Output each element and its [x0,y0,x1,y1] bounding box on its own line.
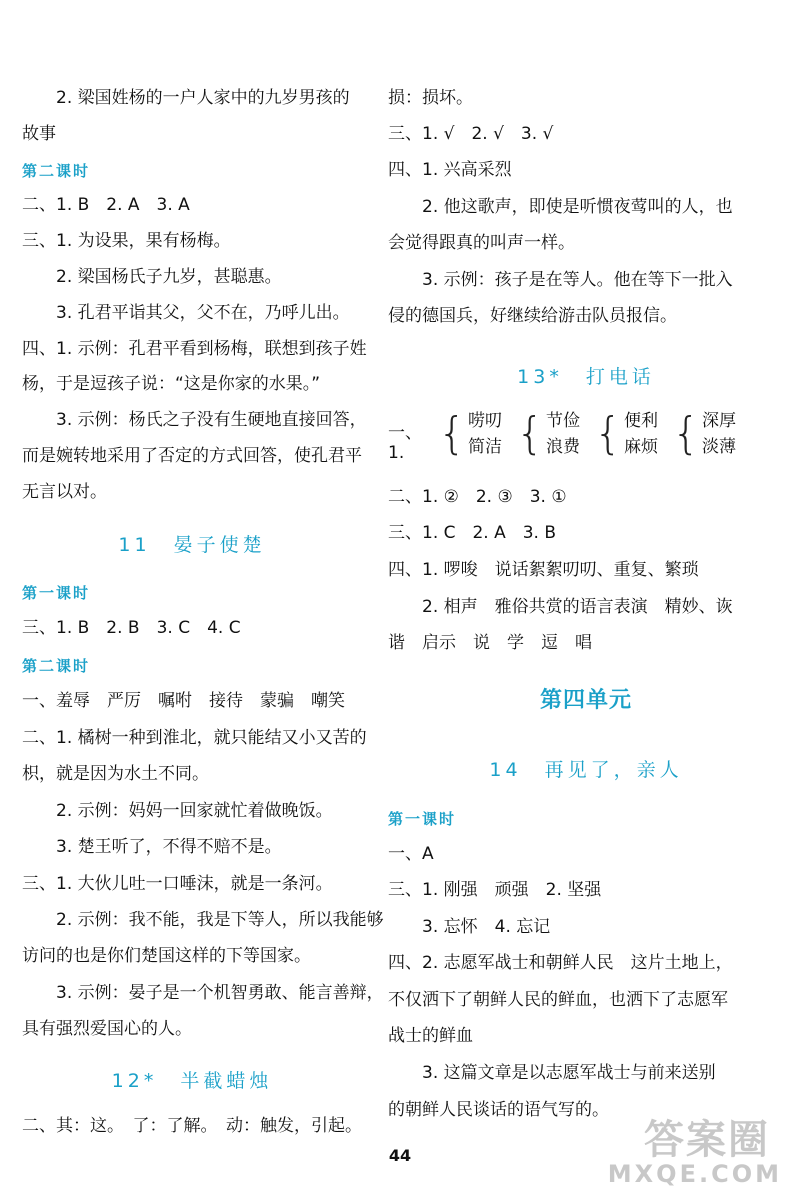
answer-line: 的朝鲜人民谈话的语气写的。 [388,1100,609,1120]
lesson-title: 13* 打电话 [517,366,655,388]
word-pair [438,406,502,462]
section-heading: 第一课时 [22,584,91,602]
answer-line: 二、其：这。 了：了解。 动：触发，引起。 [22,1116,362,1136]
section-heading: 第二课时 [22,657,91,675]
answer-line: 3. 楚王听了，不得不赔不是。 [56,837,282,857]
brace-icon: { [672,408,700,459]
word-bottom: 淡薄 [702,437,736,457]
answer-line: 3. 忘怀 4. 忘记 [422,917,551,937]
word-pair [516,406,580,462]
word-pair [672,406,736,462]
answer-line: 战士的鲜血 [388,1026,473,1046]
answer-line: 损：损坏。 [388,88,473,108]
section-heading: 第二课时 [22,162,91,180]
answer-line: 无言以对。 [22,482,107,502]
antonym-brace-grid [388,406,750,463]
answer-line: 杨，于是逗孩子说：“这是你家的水果。” [22,374,321,394]
lesson-title: 11 晏子使楚 [118,534,266,556]
page-number: 44 [388,1146,412,1165]
answer-line: 一、羞辱 严厉 嘱咐 接待 蒙骗 嘲笑 [22,691,345,711]
answer-line: 二、1. B 2. A 3. A [22,195,190,215]
answer-line: 三、1. C 2. A 3. B [388,523,557,543]
word-top: 节俭 [546,411,580,431]
answer-line: 三、1. 刚强 顽强 2. 坚强 [388,880,602,900]
answer-line: 3. 孔君平诣其父，父不在，乃呼儿出。 [56,303,350,323]
lesson-title: 14 再见了，亲人 [489,759,683,781]
answer-line: 2. 相声 雅俗共赏的语言表演 精妙、诙 [422,597,733,617]
answer-line: 二、1. ② 2. ③ 3. ① [388,487,567,507]
word-top: 深厚 [702,411,736,431]
answer-line: 谐 启示 说 学 逗 唱 [388,633,592,653]
answer-line: 3. 示例：孩子是在等人。他在等下一批入 [422,270,733,290]
word-bottom: 浪费 [546,437,580,457]
answer-line: 一、A [388,844,434,864]
watermark-text: 答案圈 [644,1117,770,1163]
answer-line: 故事 [22,124,56,144]
answer-line: 具有强烈爱国心的人。 [22,1019,192,1039]
answer-line: 而是婉转地采用了否定的方式回答，使孔君平 [22,446,362,466]
watermark-logo [607,1108,790,1192]
answer-line: 2. 梁国杨氏子九岁，甚聪惠。 [56,267,282,287]
answer-line: 2. 梁国姓杨的一户人家中的九岁男孩的 [56,88,350,108]
brace-icon: { [594,408,622,459]
answer-line: 三、1. 大伙儿吐一口唾沫，就是一条河。 [22,874,333,894]
answer-line: 2. 示例：我不能，我是下等人，所以我能够 [56,910,384,930]
word-bottom: 简洁 [468,437,502,457]
unit-title: 第四单元 [539,688,632,713]
answer-line: 四、1. 示例：孔君平看到杨梅，联想到孩子姓 [22,339,367,359]
answer-line: 二、1. 橘树一种到淮北，就只能结又小又苦的 [22,728,367,748]
answer-line: 三、1. 为设果，果有杨梅。 [22,231,231,251]
answer-line: 会觉得跟真的叫声一样。 [388,233,575,253]
word-top: 唠叨 [468,411,502,431]
word-bottom: 麻烦 [624,437,658,457]
section-heading: 第一课时 [388,810,457,828]
question-number: 一、1. [388,423,422,463]
answer-line: 四、1. 啰唆 说话絮絮叨叨、重复、繁琐 [388,560,699,580]
answer-line: 不仅洒下了朝鲜人民的鲜血，也洒下了志愿军 [388,990,728,1010]
answer-line: 3. 示例：晏子是一个机智勇敢、能言善辩， [56,983,384,1003]
answer-line: 2. 他这歌声，即使是听惯夜莺叫的人，也 [422,197,733,217]
lesson-title: 12* 半截蜡烛 [111,1070,273,1092]
answer-line: 2. 示例：妈妈一回家就忙着做晚饭。 [56,801,333,821]
answer-line: 四、2. 志愿军战士和朝鲜人民 这片土地上， [388,953,733,973]
brace-icon: { [516,408,544,459]
answer-line: 3. 这篇文章是以志愿军战士与前来送别 [422,1063,716,1083]
brace-icon: { [438,408,466,459]
answer-line: 3. 示例：杨氏之子没有生硬地直接回答， [56,410,367,430]
answer-line: 三、1. √ 2. √ 3. √ [388,124,554,144]
answer-line: 三、1. B 2. B 3. C 4. C [22,618,241,638]
word-pair [594,406,658,462]
word-top: 便利 [624,411,658,431]
watermark-url: MXQE.COM [607,1160,782,1188]
answer-line: 侵的德国兵，好继续给游击队员报信。 [388,306,677,326]
answer-line: 枳，就是因为水土不同。 [22,764,209,784]
answer-line: 四、1. 兴高采烈 [388,160,512,180]
answer-line: 访问的也是你们楚国这样的下等国家。 [22,946,311,966]
